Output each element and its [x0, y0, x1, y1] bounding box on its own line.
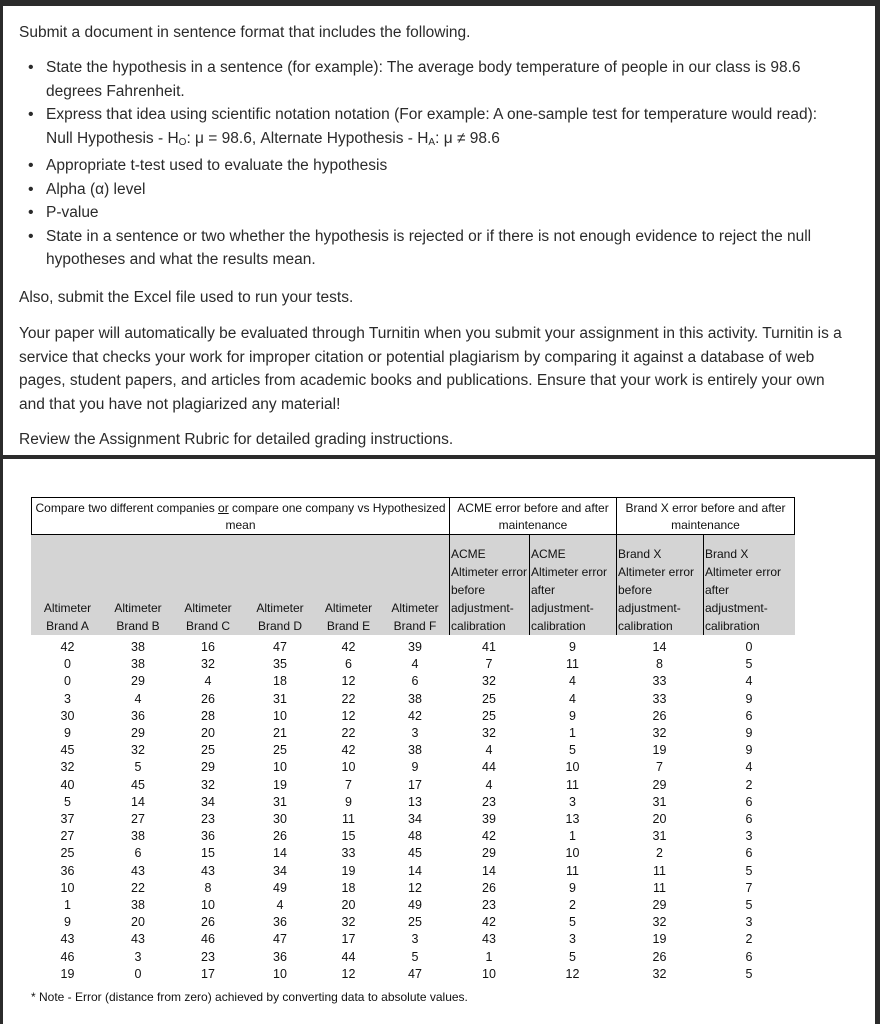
table-cell: 4	[569, 691, 576, 706]
table-cell: 9	[745, 743, 753, 758]
table-cell: 42	[408, 708, 422, 723]
table-cell: 43	[131, 863, 145, 878]
column-header-label: ACME Altimeter error after adjustment-calibration	[531, 547, 608, 633]
subscript-o: O	[178, 136, 187, 148]
table-cell: 34	[408, 812, 422, 826]
table-cell: 10	[273, 966, 287, 981]
table-cell: 9	[745, 726, 753, 740]
table-cell: 14	[408, 863, 422, 878]
table-cell: 12	[565, 966, 580, 981]
table-cell: 3	[134, 949, 142, 964]
table-cell: 17	[201, 966, 215, 981]
table-cell: 37	[60, 812, 75, 826]
table-cell: 26	[482, 880, 496, 895]
table-cell: 5	[64, 794, 71, 809]
table-cell: 48	[408, 829, 422, 844]
table-cell: 42	[482, 829, 496, 844]
table-cell: 1	[485, 949, 493, 964]
table-cell: 19	[60, 966, 75, 981]
table-cell: 45	[408, 846, 422, 861]
table-cell: 1	[64, 898, 71, 912]
table-cell: 19	[652, 743, 667, 758]
group-header-acme: ACME error before and after maintenance	[449, 497, 617, 535]
table-cell: 6	[134, 846, 142, 861]
table-cell: 6	[345, 657, 352, 672]
table-cell: 6	[745, 949, 753, 964]
table-cell: 9	[745, 691, 753, 706]
table-cell: 40	[60, 777, 75, 792]
list-item: • Alpha (α) level	[26, 178, 826, 202]
table-cell: 45	[60, 743, 75, 758]
table-cell: 4	[569, 674, 576, 689]
table-cell: 23	[201, 812, 215, 826]
table-cell: 23	[201, 949, 215, 964]
table-cell: 11	[342, 812, 355, 826]
table-cell: 10	[60, 880, 75, 895]
table-cell: 3	[64, 691, 71, 706]
table-cell: 32	[201, 657, 215, 672]
table-cell: 7	[345, 777, 352, 792]
column-header-label: Altimeter Brand D	[256, 601, 304, 633]
table-cell: 49	[273, 880, 287, 895]
table-cell: 43	[482, 932, 496, 947]
table-cell: 43	[60, 932, 75, 947]
table-cell: 15	[341, 829, 356, 844]
list-item-text: : μ = 98.6, Alternate Hypothesis - H	[186, 129, 429, 147]
table-cell: 5	[569, 915, 576, 930]
table-cell: 29	[652, 898, 667, 912]
table-cell: 4	[745, 760, 753, 775]
group-header-brandx: Brand X error before and after maintenance	[616, 497, 795, 535]
table-cell: 38	[131, 640, 145, 654]
list-item-text: Express that idea using scientific notation notation (For example: A one-sample test for temperature would read): Null Hypothesis - H	[46, 106, 818, 147]
table-cell: 42	[60, 640, 75, 654]
table-cell: 21	[273, 726, 287, 740]
table-cell: 5	[134, 760, 142, 775]
table-cell: 31	[652, 829, 667, 844]
table-cell: 42	[341, 640, 356, 654]
table-cell: 9	[64, 726, 71, 740]
table-cell: 25	[408, 915, 422, 930]
table-cell: 31	[273, 794, 287, 809]
table-cell: 34	[201, 794, 215, 809]
table-cell: 35	[273, 657, 287, 672]
table-cell: 30	[273, 812, 287, 826]
table-cell: 3	[411, 726, 419, 740]
table-cell: 10	[273, 760, 287, 775]
table-cell: 36	[131, 708, 145, 723]
column-header-label: Altimeter Brand F	[391, 601, 439, 633]
table-cell: 1	[569, 829, 576, 844]
table-row	[31, 656, 795, 673]
table-row	[31, 691, 795, 708]
table-cell: 32	[201, 777, 215, 792]
column-header	[616, 535, 703, 635]
table-cell: 6	[745, 846, 753, 861]
table-note: * Note - Error (distance from zero) achieved by converting data to absolute values.	[31, 990, 468, 1004]
list-item	[26, 103, 826, 154]
table-cell: 42	[482, 915, 496, 930]
table-cell: 32	[482, 726, 496, 740]
table-cell: 10	[482, 966, 496, 981]
table-cell: 32	[60, 760, 75, 775]
table-cell: 6	[745, 812, 753, 826]
table-cell: 5	[569, 743, 576, 758]
table-cell: 38	[131, 657, 145, 672]
table-cell: 11	[566, 863, 579, 878]
column-header-label: Altimeter Brand E	[324, 601, 373, 633]
table-cell: 3	[745, 915, 753, 930]
table-cell: 10	[565, 846, 580, 861]
table-cell: 25	[60, 846, 75, 861]
table-cell: 36	[273, 949, 287, 964]
table-cell: 32	[652, 966, 667, 981]
table-cell: 25	[482, 708, 496, 723]
table-cell: 47	[408, 966, 422, 981]
column-header-label: ACME Altimeter error before adjustment-calibration	[451, 547, 528, 633]
table-cell: 0	[64, 674, 71, 689]
instructions-intro: Submit a document in sentence format that includes the following.	[19, 24, 471, 41]
table-cell: 14	[652, 640, 667, 654]
table-row	[31, 794, 795, 811]
column-header	[31, 535, 104, 635]
table-row	[31, 880, 795, 897]
table-cell: 9	[345, 794, 352, 809]
table-cell: 11	[566, 657, 579, 672]
table-cell: 0	[745, 640, 753, 654]
table-cell: 36	[273, 915, 287, 930]
table-cell: 4	[134, 691, 142, 706]
table-row	[31, 639, 795, 656]
table-cell: 4	[485, 777, 493, 792]
table-cell: 20	[201, 726, 215, 740]
table-cell: 49	[408, 898, 422, 912]
table-cell: 4	[276, 898, 284, 912]
table-cell: 11	[566, 777, 579, 792]
table-cell: 2	[745, 932, 753, 947]
table-cell: 19	[652, 932, 667, 947]
column-divider	[449, 535, 450, 635]
table-cell: 39	[408, 640, 422, 654]
table-cell: 34	[273, 863, 287, 878]
table-row	[31, 949, 795, 966]
table-cell: 26	[201, 915, 215, 930]
table-cell: 31	[273, 691, 287, 706]
table-cell: 44	[341, 949, 356, 964]
table-cell: 19	[341, 863, 356, 878]
table-cell: 10	[341, 760, 356, 775]
table-cell: 26	[273, 829, 287, 844]
table-cell: 32	[131, 743, 145, 758]
table-cell: 42	[341, 743, 356, 758]
table-cell: 27	[60, 829, 75, 844]
list-item: • P-value	[26, 201, 826, 225]
table-cell: 32	[341, 915, 356, 930]
table-cell: 3	[745, 829, 753, 844]
table-cell: 47	[273, 932, 287, 947]
table-cell: 46	[60, 949, 75, 964]
table-row	[31, 828, 795, 845]
table-cell: 29	[652, 777, 667, 792]
table-cell: 3	[411, 932, 419, 947]
table-cell: 47	[273, 640, 287, 654]
table-cell: 0	[134, 966, 142, 981]
table-cell: 38	[131, 898, 145, 912]
table-cell: 16	[201, 640, 215, 654]
table-cell: 11	[653, 880, 666, 895]
table-cell: 6	[745, 794, 753, 809]
excel-note: Also, submit the Excel file used to run your tests.	[19, 289, 354, 306]
table-cell: 1	[569, 726, 576, 740]
list-item: • Appropriate t-test used to evaluate the hypothesis	[26, 154, 826, 178]
table-row	[31, 931, 795, 948]
column-header	[703, 535, 795, 635]
table-cell: 15	[201, 846, 215, 861]
table-cell: 17	[341, 932, 356, 947]
table-cell: 29	[201, 760, 215, 775]
table-cell: 31	[652, 794, 667, 809]
table-cell: 12	[341, 966, 356, 981]
table-cell: 5	[745, 966, 753, 981]
table-cell: 7	[656, 760, 663, 775]
column-header-label: Brand X Altimeter error before adjustment-calibration	[618, 547, 695, 633]
column-header-label: Brand X Altimeter error after adjustment-calibration	[705, 547, 782, 633]
table-cell: 8	[656, 657, 663, 672]
column-header	[244, 535, 316, 635]
column-divider	[529, 535, 530, 635]
table-cell: 5	[745, 863, 753, 878]
table-row	[31, 845, 795, 862]
table-cell: 32	[482, 674, 496, 689]
table-cell: 30	[60, 708, 75, 723]
table-cell: 17	[408, 777, 422, 792]
table-cell: 9	[569, 640, 576, 654]
table-cell: 23	[482, 898, 496, 912]
group-header-text: Compare two different companies or compare one company vs Hypothesized mean	[35, 501, 446, 532]
table-cell: 4	[745, 674, 753, 689]
list-item: • State the hypothesis in a sentence (for example): The average body temperature of people in our class is 98.6 degrees Fahrenheit.	[26, 56, 826, 103]
table-cell: 5	[745, 657, 753, 672]
table-cell: 46	[201, 932, 215, 947]
column-header	[172, 535, 244, 635]
column-header	[381, 535, 449, 635]
table-row	[31, 811, 795, 828]
table-cell: 9	[64, 915, 71, 930]
table-cell: 33	[652, 674, 667, 689]
table-row	[31, 914, 795, 931]
table-cell: 14	[131, 794, 145, 809]
table-cell: 10	[273, 708, 287, 723]
table-cell: 43	[201, 863, 215, 878]
table-cell: 20	[131, 915, 145, 930]
table-cell: 36	[201, 829, 215, 844]
underlined-word: or	[218, 501, 229, 515]
column-header-label: Altimeter Brand C	[184, 601, 232, 633]
column-header	[316, 535, 381, 635]
column-header	[104, 535, 172, 635]
table-cell: 22	[341, 691, 356, 706]
column-header-label: Altimeter Brand A	[43, 601, 92, 633]
table-cell: 12	[341, 708, 356, 723]
table-row	[31, 725, 795, 742]
column-divider	[703, 535, 704, 635]
table-cell: 9	[569, 708, 576, 723]
table-cell: 33	[652, 691, 667, 706]
table-cell: 39	[482, 812, 496, 826]
rubric-note: Review the Assignment Rubric for detailed grading instructions.	[19, 431, 454, 448]
table-cell: 13	[565, 812, 580, 826]
table-cell: 26	[652, 949, 667, 964]
table-cell: 23	[482, 794, 496, 809]
table-cell: 2	[569, 898, 576, 912]
table-cell: 3	[569, 932, 576, 947]
table-cell: 9	[411, 760, 419, 775]
column-divider	[616, 535, 617, 635]
table-cell: 29	[131, 674, 145, 689]
table-cell: 41	[482, 640, 496, 654]
list-item-text: : μ ≠ 98.6	[435, 129, 500, 147]
table-cell: 0	[64, 657, 71, 672]
table-row	[31, 759, 795, 776]
table-row	[31, 673, 795, 690]
table-cell: 4	[485, 743, 493, 758]
table-cell: 38	[408, 691, 422, 706]
column-header	[529, 535, 616, 635]
table-cell: 20	[341, 898, 356, 912]
table-cell: 4	[204, 674, 212, 689]
subscript-a: A	[428, 136, 436, 148]
table-cell: 5	[411, 949, 419, 964]
table-row	[31, 897, 795, 914]
table-cell: 32	[652, 915, 667, 930]
table-cell: 11	[653, 863, 666, 878]
table-cell: 20	[652, 812, 667, 826]
table-cell: 12	[408, 880, 422, 895]
table-cell: 43	[131, 932, 145, 947]
table-cell: 7	[485, 657, 493, 672]
table-cell: 5	[569, 949, 576, 964]
table-cell: 7	[745, 880, 753, 895]
table-cell: 38	[408, 743, 422, 758]
turnitin-paragraph: Your paper will automatically be evaluated through Turnitin when you submit your assignment in this activity. Turnitin is a service that checks your work for improper citation or potential plagiarism by comparing it against a database of web pages, student papers, and articles from academic books and publications. Ensure that your work is entirely your own and that you have not plagiarized any material!	[19, 325, 842, 413]
table-row	[31, 708, 795, 725]
table-row	[31, 742, 795, 759]
table-cell: 22	[341, 726, 356, 740]
group-header-compare	[31, 497, 450, 535]
table-cell: 10	[201, 898, 215, 912]
table-cell: 9	[569, 880, 576, 895]
table-cell: 8	[204, 880, 212, 895]
table-cell: 6	[745, 708, 753, 723]
table-cell: 25	[482, 691, 496, 706]
table-cell: 14	[482, 863, 496, 878]
table-cell: 25	[201, 743, 215, 758]
table-cell: 27	[131, 812, 145, 826]
table-cell: 18	[341, 880, 356, 895]
list-item: • State in a sentence or two whether the hypothesis is rejected or if there is not enough evidence to reject the null hypotheses and what the results mean.	[26, 225, 826, 272]
table-cell: 2	[745, 777, 753, 792]
table-cell: 32	[652, 726, 667, 740]
table-cell: 10	[565, 760, 580, 775]
table-cell: 33	[341, 846, 356, 861]
table-cell: 4	[411, 657, 419, 672]
group-header-row	[31, 497, 795, 535]
table-cell: 38	[131, 829, 145, 844]
table-cell: 3	[569, 794, 576, 809]
table-row	[31, 966, 795, 983]
table-row	[31, 777, 795, 794]
table-cell: 22	[131, 880, 145, 895]
requirements-list	[26, 56, 826, 272]
table-cell: 5	[745, 898, 753, 912]
table-cell: 26	[652, 708, 667, 723]
table-cell: 36	[60, 863, 75, 878]
table-cell: 14	[273, 846, 287, 861]
table-cell: 28	[201, 708, 215, 723]
table-row	[31, 863, 795, 880]
table-cell: 26	[201, 691, 215, 706]
table-cell: 29	[131, 726, 145, 740]
table-cell: 44	[482, 760, 496, 775]
table-cell: 12	[341, 674, 356, 689]
table-cell: 29	[482, 846, 496, 861]
table-cell: 25	[273, 743, 287, 758]
table-cell: 6	[411, 674, 419, 689]
column-header	[449, 535, 529, 635]
table-cell: 18	[273, 674, 287, 689]
table-cell: 45	[131, 777, 145, 792]
table-cell: 13	[408, 794, 422, 809]
table-cell: 2	[656, 846, 663, 861]
column-header-label: Altimeter Brand B	[114, 601, 162, 633]
table-cell: 19	[273, 777, 287, 792]
